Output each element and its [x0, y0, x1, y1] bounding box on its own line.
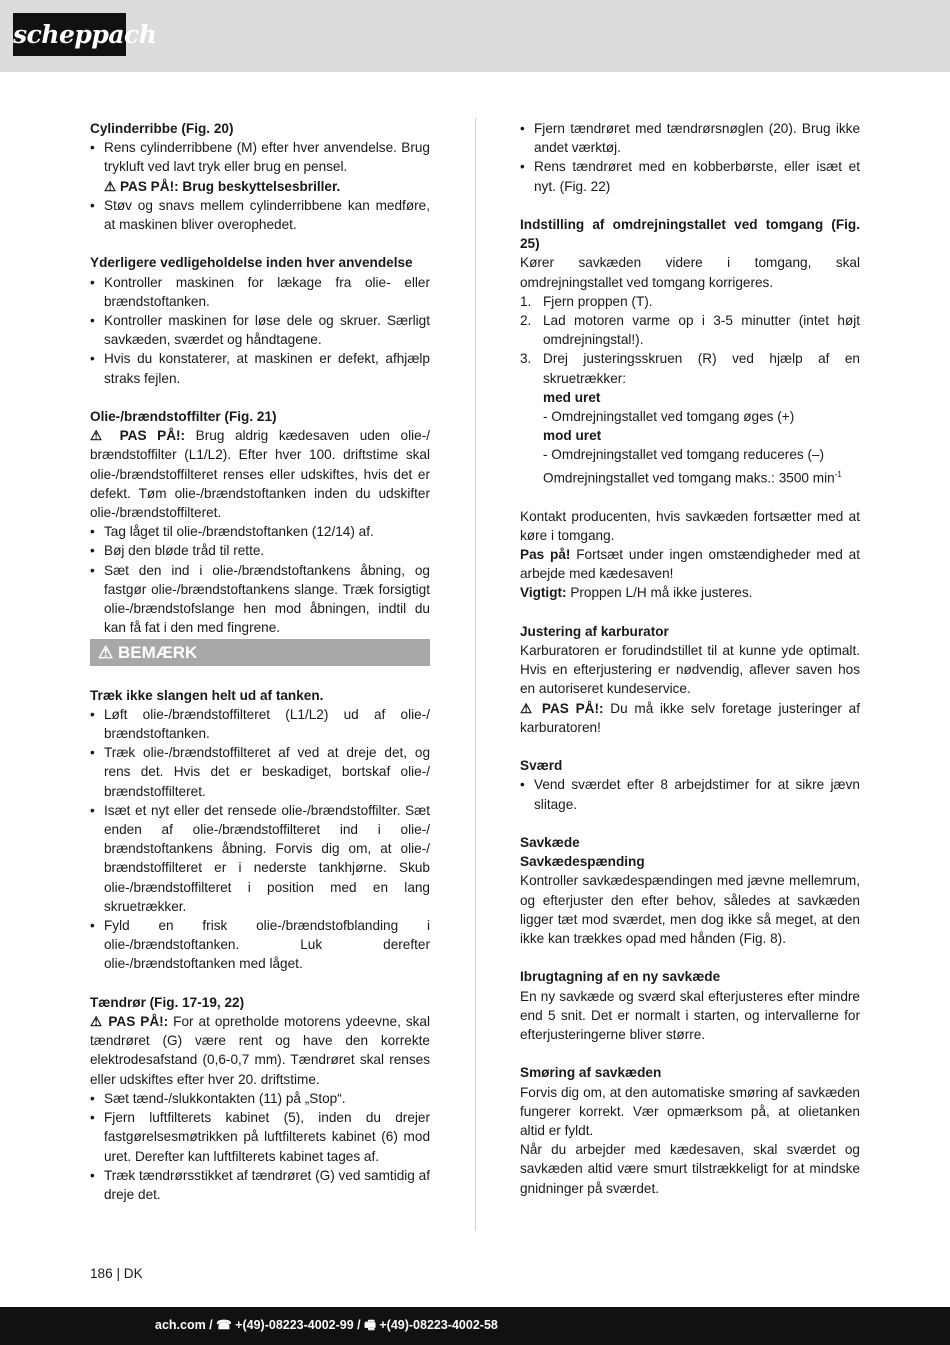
section-heading: Justering af karburator	[520, 623, 669, 639]
list-item	[90, 138, 430, 196]
list-item: • Tag låget til olie-/brændstoftanken (12/14) af.	[90, 522, 430, 541]
numbered-step	[520, 311, 860, 349]
indented-text: - Omdrejningstallet ved tomgang øges (+)	[543, 409, 795, 425]
step-text: Lad motoren varme op i 3-5 minutter (intet højt omdrejningstal!).	[543, 313, 860, 348]
list-item: • Rens tændrøret med en kobberbørste, eller isæt et nyt. (Fig. 22)	[520, 157, 860, 195]
footer-contact: ach.com / ☎ +(49)-08223-4002-99 / 🖷 +(49)-08223-4002-58	[155, 1318, 498, 1332]
paragraph: Kontakt producenten, hvis savkæden fortsætter med at køre i tomgang.	[520, 508, 860, 543]
warning-label: ⚠ PAS PÅ!:	[90, 1014, 169, 1030]
paragraph: Kører savkæden videre i tomgang, skal omdrejningstallet ved tomgang korrigeres.	[520, 255, 860, 290]
step-number: 3.	[520, 351, 532, 367]
unit-exponent: -1	[834, 469, 842, 479]
paragraph-text: For at opretholde motorens ydeevne, skal tændrøret (G) være rent og have den korrekte elektrodesafstand (0,6-0,7 mm). Tændrøret skal renses eller udskiftes efter hver 20. driftstime.	[90, 1014, 430, 1087]
paragraph	[90, 426, 430, 522]
indented-text	[520, 465, 860, 488]
step-number: 1.	[520, 293, 532, 309]
list-item: • Hvis du konstaterer, at maskinen er defekt, afhjælp straks fejlen.	[90, 349, 430, 387]
paragraph: Karburatoren er forudindstillet til at kunne yde optimalt. Hvis en efterjustering er nødvendig, aflever saven hos en autoriseret kundeservice.	[520, 642, 860, 697]
left-column	[90, 119, 430, 1204]
list-item: • Sæt den ind i olie-/brændstoftankens åbning, og fastgør olie-/brændstoftankens slange. Træk forsigtigt olie-/brændstofslange hen mod åbningen, indtil du kan få fat i den med fingrene.	[90, 561, 430, 638]
section-heading: Træk ikke slangen helt ud af tanken.	[90, 687, 324, 703]
section-heading: Savkædespænding	[520, 854, 645, 870]
page-header	[0, 0, 950, 72]
paragraph: En ny savkæde og sværd skal efterjusteres efter mindre end 5 snit. Det er normalt i starten, og intervallerne for efterjusteringerne bliver større.	[520, 988, 860, 1042]
paragraph: Forvis dig om, at den automatiske smøring af savkæden fungerer korrekt. Vær opmærksom på, at olietanken altid er fyldt.	[520, 1084, 860, 1138]
numbered-step	[520, 292, 860, 311]
section-heading: Olie-/brændstoffilter (Fig. 21)	[90, 409, 277, 425]
warning-label: ⚠ PAS PÅ!:	[520, 700, 604, 716]
paragraph-text: Brug aldrig kædesaven uden olie-/ brændstoffilter (L1/L2). Efter hver 100. driftstime skal olie-/brændstoffilteret renses eller udskiftes, hvis det er defekt. Tøm olie-/brændstoftanken inden du udskifter olie-/brændstoffilteret.	[90, 428, 430, 521]
paragraph	[90, 1012, 430, 1089]
paragraph-text: Proppen L/H må ikke justeres.	[566, 585, 753, 601]
section-heading: Indstilling af omdrejningstallet ved tomgang (Fig. 25)	[520, 217, 860, 252]
list-item: • Fjern luftfilterets kabinet (5), inden du drejer fastgørelsesmøtrikken på luftfilterets kabinet (6) mod uret. Derefter kan luftfilterets kabinet tages af.	[90, 1108, 430, 1166]
list-item: • Kontroller maskinen for løse dele og skruer. Særligt savkæden, sværdet og håndtagene.	[90, 311, 430, 349]
list-item-text: Rens cylinderribbene (M) efter hver anvendelse. Brug trykluft ved lavt tryk eller brug en pensel.	[104, 140, 430, 175]
paragraph	[520, 583, 860, 602]
list-item: • Kontroller maskinen for lækage fra olie- eller brændstoftanken.	[90, 273, 430, 311]
warning-label: ⚠ PAS PÅ!:	[90, 428, 186, 444]
section-heading: Sværd	[520, 758, 563, 774]
section-heading: Ibrugtagning af en ny savkæde	[520, 969, 721, 985]
list-item: • Støv og snavs mellem cylinderribbene kan medføre, at maskinen bliver overophedet.	[90, 196, 430, 234]
subheading	[520, 426, 860, 445]
list-item: • Fyld en frisk olie-/brændstofblanding i olie-/brændstoftanken. Luk derefter olie-/brændstoftanken med låget.	[90, 916, 430, 974]
column-divider	[475, 118, 476, 1230]
page-number: 186 | DK	[90, 1266, 143, 1281]
list-item: • Træk tændrørsstikket af tændrøret (G) ved samtidig af dreje det.	[90, 1166, 430, 1204]
section-heading: Smøring af savkæden	[520, 1065, 662, 1081]
warning-label: Pas på!	[520, 546, 571, 562]
max-speed-text: Omdrejningstallet ved tomgang maks.: 3500 min	[543, 470, 835, 486]
paragraph: Når du arbejder med kædesaven, skal sværdet og savkæden altid være smurt tilstrækkeligt for at mindske gnidninger på sværdet.	[520, 1142, 860, 1196]
section-heading: Savkæde	[520, 834, 580, 850]
step-text: Drej justeringsskruen (R) ved hjælp af en skruetrækker:	[543, 351, 860, 386]
right-column	[520, 119, 860, 1198]
list-item: • Sæt tænd-/slukkontakten (11) på „Stop“.	[90, 1089, 430, 1108]
paragraph-text: Fortsæt under ingen omstændigheder med at arbejde med kædesaven!	[520, 546, 860, 582]
numbered-step	[520, 349, 860, 387]
warning-text: ⚠ PAS PÅ!: Brug beskyttelsesbriller.	[104, 178, 341, 194]
brand-logo: scheppach	[13, 13, 126, 56]
list-item: • Vend sværdet efter 8 arbejdstimer for at sikre jævn slitage.	[520, 775, 860, 813]
section-heading: Tændrør (Fig. 17-19, 22)	[90, 994, 245, 1010]
paragraph	[520, 545, 860, 583]
paragraph	[520, 699, 860, 737]
note-banner: ⚠ BEMÆRK	[90, 639, 430, 666]
list-item: • Træk olie-/brændstoffilteret af ved at dreje det, og rens det. Hvis det er beskadiget, bortskaf olie-/ brændstoffilteret.	[90, 743, 430, 801]
list-item: • Løft olie-/brændstoffilteret (L1/L2) ud af olie-/ brændstoftanken.	[90, 705, 430, 743]
subheading	[520, 388, 860, 407]
list-item: • Bøj den bløde tråd til rette.	[90, 541, 430, 560]
section-heading: Cylinderribbe (Fig. 20)	[90, 121, 234, 136]
indented-text: - Omdrejningstallet ved tomgang reduceres (–)	[543, 447, 825, 463]
important-label: Vigtigt:	[520, 585, 567, 601]
list-item: • Fjern tændrøret med tændrørsnøglen (20). Brug ikke andet værktøj.	[520, 119, 860, 157]
list-item: • Isæt et nyt eller det rensede olie-/brændstoffilter. Sæt enden af olie-/brændstoffilteret ind i olie-/ brændstoftankens åbning. Forvis dig om, at olie-/ brændstoffilteret er i nederste tankhjørne. Skub olie-/brændstoffilteret i position med en lang skruetrækker.	[90, 801, 430, 916]
subheading-text: mod uret	[543, 428, 602, 444]
paragraph-text: Du må ikke selv foretage justeringer af karburatoren!	[520, 700, 860, 735]
step-text: Fjern proppen (T).	[543, 293, 653, 309]
paragraph: Kontroller savkædespændingen med jævne mellemrum, og efterjuster den efter behov, således at savkæden ligger tæt mod sværdet, men dog ikke så meget, at den ikke kan trækkes opad med hånden (Fig. 8).	[520, 873, 860, 946]
section-heading: Yderligere vedligeholdelse inden hver anvendelse	[90, 255, 413, 271]
step-number: 2.	[520, 313, 532, 329]
subheading-text: med uret	[543, 389, 601, 405]
